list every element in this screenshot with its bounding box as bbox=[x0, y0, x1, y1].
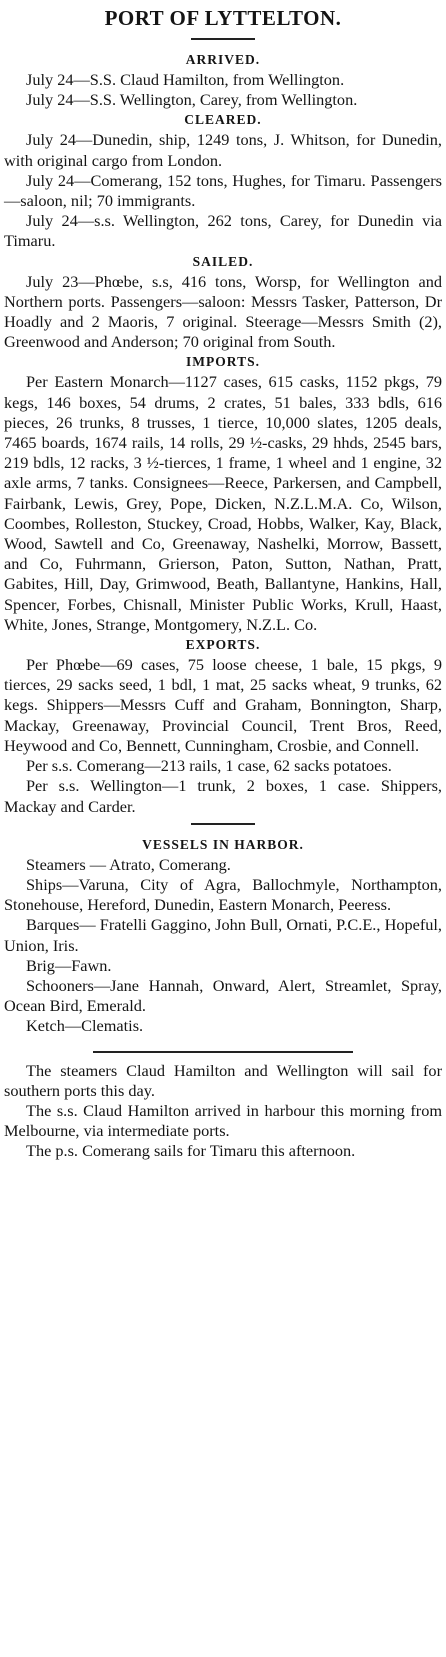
exports-heading: EXPORTS. bbox=[185, 637, 261, 653]
sailed-heading: SAILED. bbox=[192, 253, 254, 269]
exports-entry: Per s.s. Wellington—1 trunk, 2 boxes, 1 case. Shippers, Mackay and Carder. bbox=[4, 776, 442, 816]
cleared-entry: July 24—s.s. Wellington, 262 tons, Carey, for Dunedin via Timaru. bbox=[4, 211, 442, 251]
vessels-entry: Schooners—Jane Hannah, Onward, Alert, Streamlet, Spray, Ocean Bird, Emerald. bbox=[4, 975, 442, 1016]
imports-entry: Per Eastern Monarch—1127 cases, 615 casks, 1152 pkgs, 79 kegs, 146 boxes, 54 drums, 2 crates, 51 bales, 333 bdls, 616 pieces, 26 trunks, 8 trusses, 1 tierce, 10,000 slates, 1205 deals, 7465 boards, 1674 rails, 14 rolls, 29 ½-casks, 29 hhds, 2545 bars, 219 bdls, 12 racks, 3 ½-tierces, 1 frame, 1 wheel and 1 engine, 32 axle arms, 7 tanks. Consignees—Reece, Parkersen, and Campbell, Fairbank, Lewis, Grey, Pope, Dicken, N.Z.L.M.A. Co, Wilson, Coombes, Rolleston, Stuckey, Croad, Hobbs, Walker, Kay, Black, Wood, Sawtell and Co, Greenaway, Nashelki, Morrow, Bassett, and Co, Fuhrmann, Grierson, Paton, Sutton, Nathan, Pratt, Gabites, Hill, Day, Grimwood, Beath, Ballantyne, Hankins, Hall, Spencer, Forbes, Chisnall, Minister Public Works, Krull, Haast, White, Jones, Strange, Montgomery, N.Z.L. Co. bbox=[4, 372, 442, 634]
vessels-section bbox=[4, 835, 442, 1037]
cleared-entry: July 24—Comerang, 152 tons, Hughes, for Timaru. Passengers—saloon, nil; 70 immigrants. bbox=[4, 170, 442, 211]
notes-entry: The s.s. Claud Hamilton arrived in harbour this morning from Melbourne, via intermediate ports. bbox=[4, 1100, 442, 1141]
cleared-entry: July 24—Dunedin, ship, 1249 tons, J. Whitson, for Dunedin, with original cargo from London. bbox=[4, 130, 442, 170]
notes-entry: The p.s. Comerang sails for Timaru this afternoon. bbox=[26, 1141, 356, 1161]
arrived-entry: July 24—S.S. Claud Hamilton, from Wellington. bbox=[26, 70, 345, 89]
notes-entry: The steamers Claud Hamilton and Wellington will sail for southern ports this day. bbox=[4, 1060, 442, 1100]
exports-entry: Per Phœbe—69 cases, 75 loose cheese, 1 bale, 15 pkgs, 9 tierces, 29 sacks seed, 1 bdl, 1 mat, 25 sacks wheat, 9 trunks, 62 kegs. Shippers—Messrs Cuff and Graham, Bonnington, Sharp, Mackay, Greenaway, Provincial Council, Trent Bros, Reed, Heywood and Co, Bennett, Cunningham, Crosbie, and Connell. bbox=[4, 655, 442, 755]
cleared-heading: CLEARED. bbox=[184, 112, 262, 128]
sailed-section bbox=[4, 252, 442, 353]
vessels-entry: Ketch—Clematis. bbox=[26, 1016, 144, 1036]
sailed-entry: July 23—Phœbe, s.s, 416 tons, Worsp, for Wellington and Northern ports. Passengers—saloon: Messrs Tasker, Patterson, Dr Hoadly and 2 Maoris, 7 original. Steerage—Messrs Smith (2), Greenwood and Anderson; 70 original from South. bbox=[4, 271, 442, 352]
vessels-entry: Barques— Fratelli Gaggino, John Bull, Ornati, P.C.E., Hopeful, Union, Iris. bbox=[4, 915, 442, 955]
vessels-entry: Steamers — Atrato, Comerang. bbox=[26, 854, 231, 874]
imports-heading: IMPORTS. bbox=[186, 354, 260, 370]
imports-section bbox=[4, 352, 442, 635]
title-rule bbox=[191, 38, 255, 40]
exports-entry: Per s.s. Comerang—213 rails, 1 case, 62 sacks potatoes. bbox=[26, 756, 392, 776]
cleared-section bbox=[4, 110, 442, 251]
arrived-section bbox=[4, 50, 442, 110]
notes-section bbox=[4, 1061, 442, 1162]
arrived-heading: ARRIVED. bbox=[185, 52, 261, 67]
arrived-entry: July 24—S.S. Wellington, Carey, from Wellington. bbox=[26, 90, 358, 110]
page-title: PORT OF LYTTELTON. bbox=[104, 6, 342, 30]
vessels-entry: Brig—Fawn. bbox=[26, 955, 112, 975]
notes-rule bbox=[93, 1051, 353, 1053]
vessels-entry: Ships—Varuna, City of Agra, Ballochmyle, Northampton, Stonehouse, Hereford, Dunedin, Eastern Monarch, Peeress. bbox=[4, 874, 442, 915]
section-rule bbox=[191, 823, 255, 825]
vessels-heading: VESSELS IN HARBOR. bbox=[142, 836, 304, 852]
exports-section bbox=[4, 635, 442, 817]
